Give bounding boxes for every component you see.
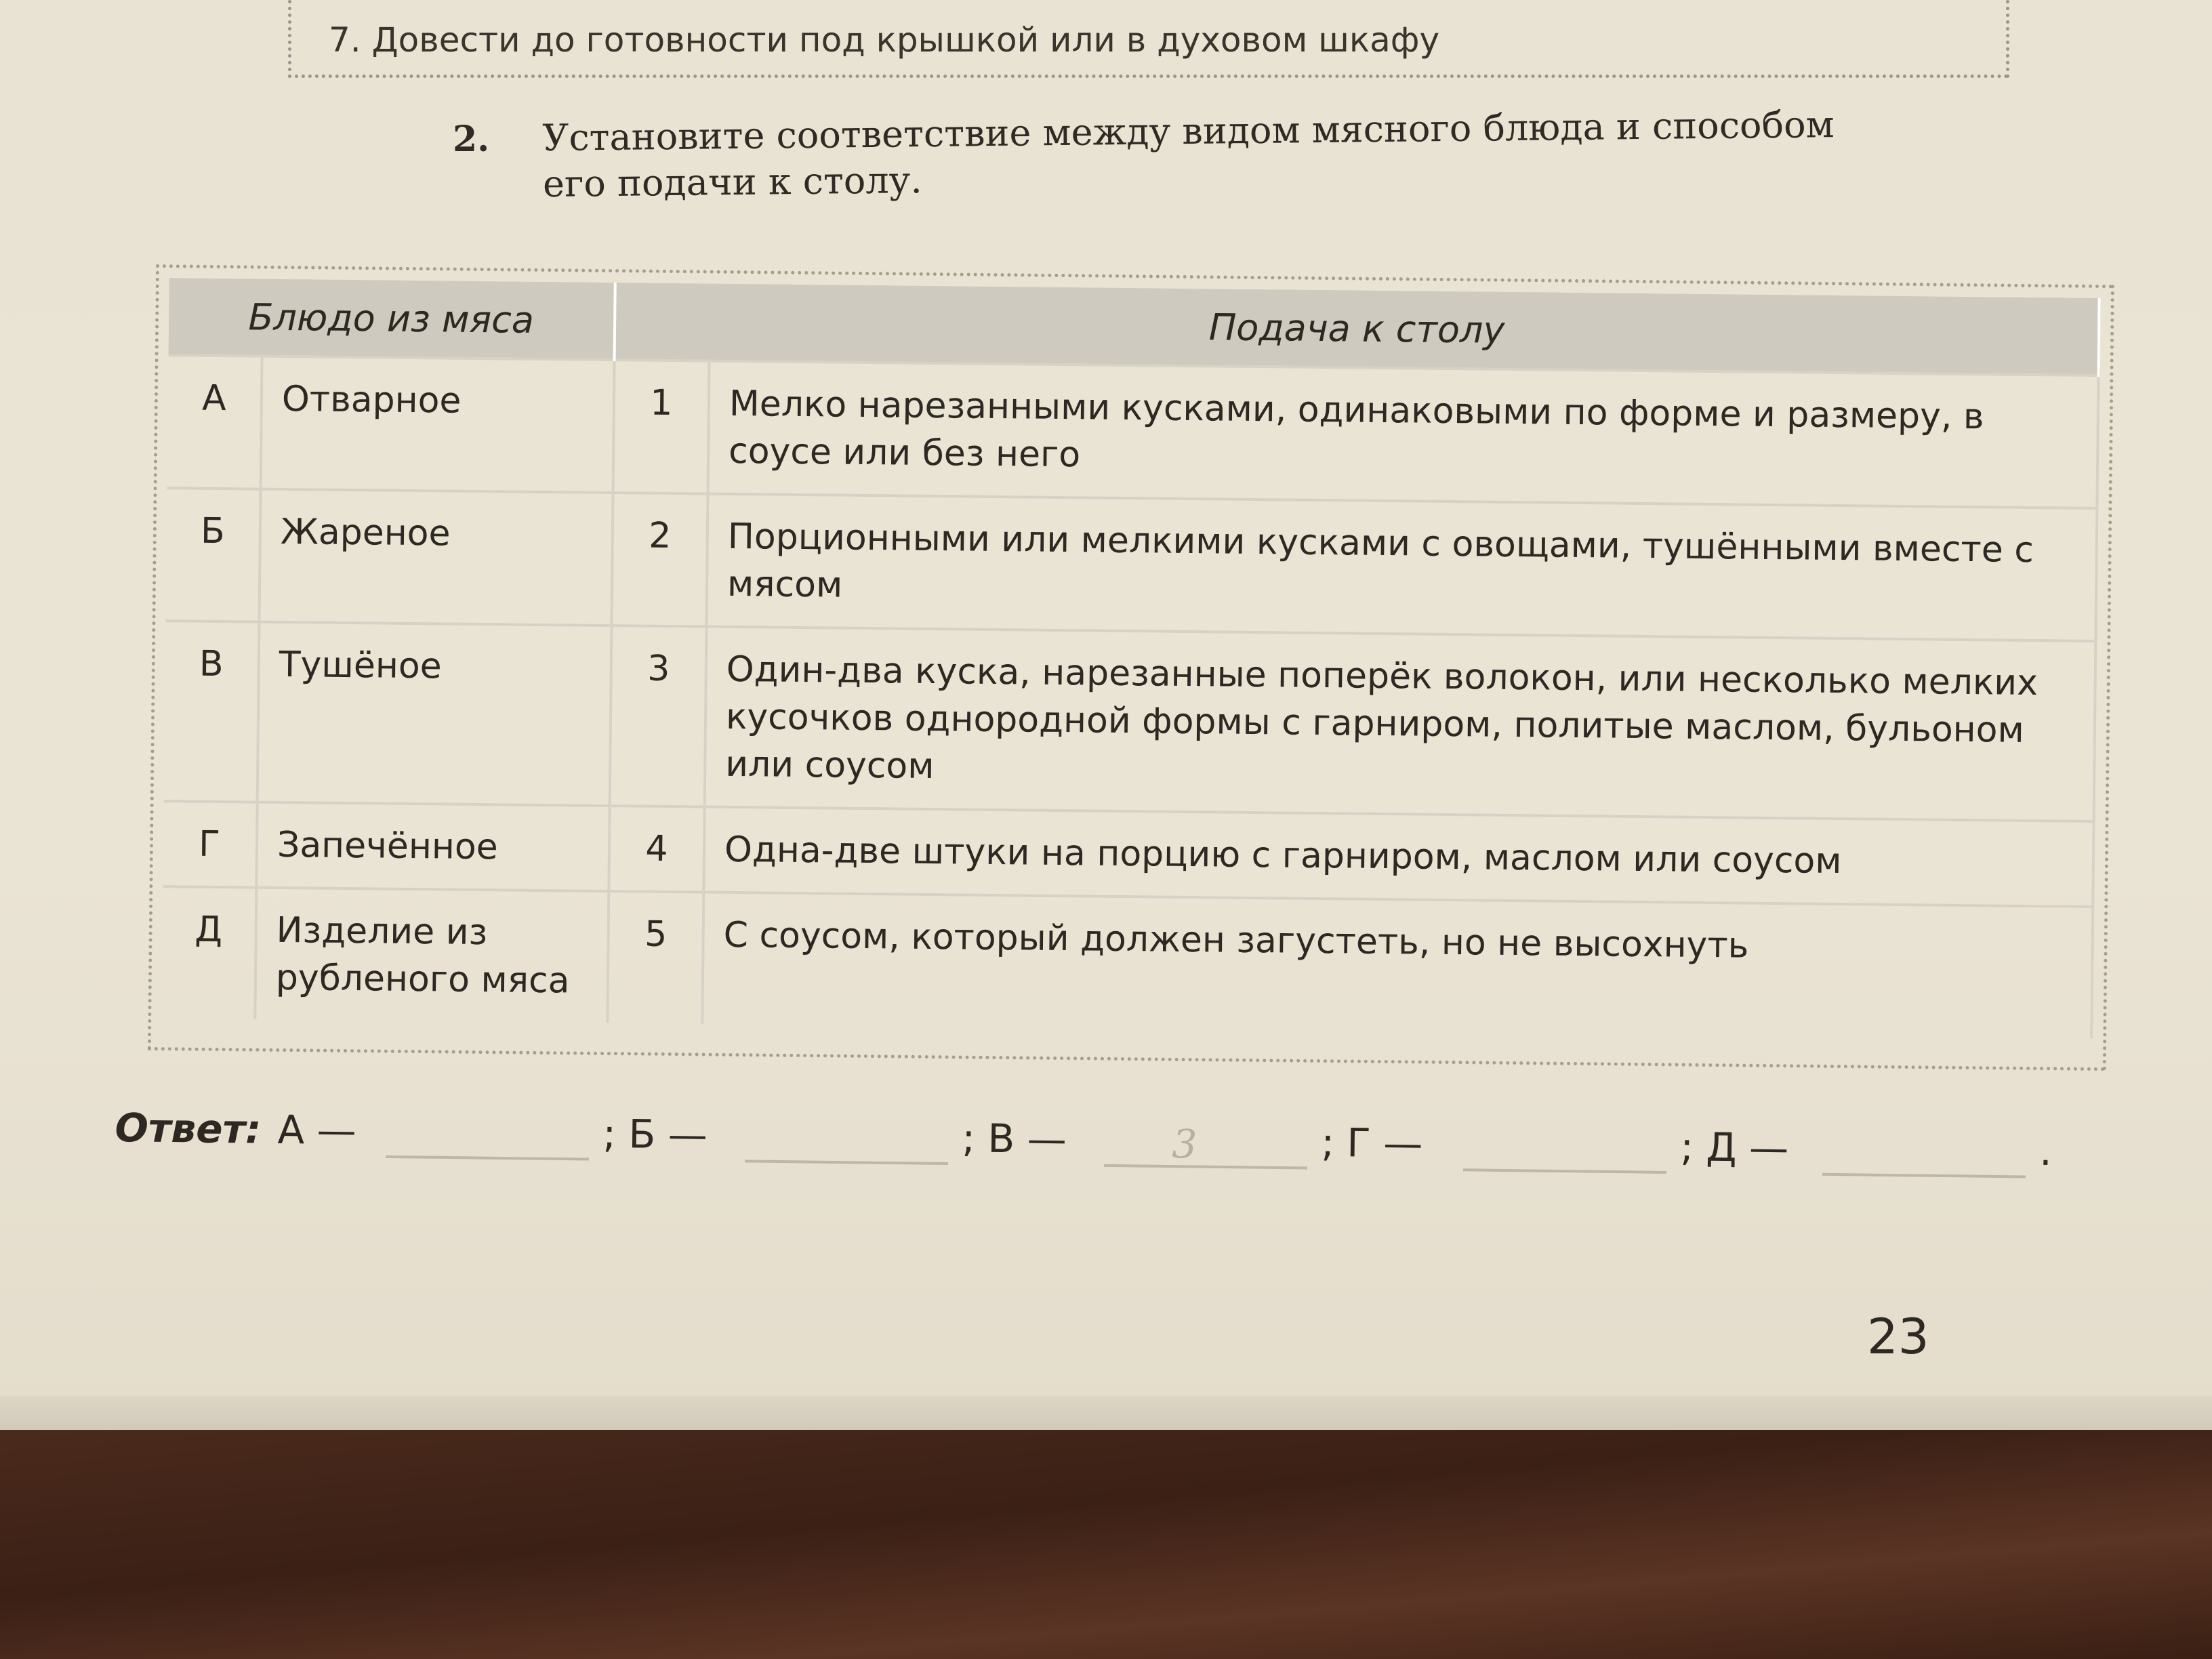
row-number: 1 [613,360,710,493]
task-line-1: Установите соответствие между видом мясного блюда и способом [542,103,1835,159]
row-dish: Изделие из рубленого мяса [255,888,609,1023]
task-number: 2. [453,119,490,160]
answer-d-blank[interactable] [1822,1173,2026,1179]
row-dish: Отварное [261,356,615,493]
answer-v-label: ; В — [962,1115,1067,1163]
answer-g-label: ; Г — [1321,1119,1423,1167]
row-dish: Запечённое [256,802,609,891]
row-letter: В [164,621,260,802]
answer-b-blank[interactable] [745,1160,948,1165]
matching-table-wrap [148,264,2114,1071]
row-dish: Тушёное [258,622,612,806]
answer-v-handwriting: 3 [1171,1121,1197,1168]
row-description: Мелко нарезанными кусками, одинаковыми по форме и размеру, в соусе или без него [708,361,2098,508]
row-description: Порционными или мелкими кусками с овощами, тушёнными вместе с мясом [706,494,2097,641]
row-number: 4 [609,806,704,892]
answer-b-label: ; Б — [602,1110,708,1158]
table-row [164,621,2096,821]
previous-step-text: 7. Довести до готовности под крышкой или в духовом шкафу [329,20,1440,60]
row-letter: Д [161,886,256,1019]
row-letter: Г [163,801,257,887]
row-letter: Б [165,488,260,621]
row-description: С соусом, который должен загустеть, но не высохнуть [702,893,2093,1038]
answer-g-blank[interactable] [1463,1168,1666,1174]
wooden-table-background [0,1430,2212,1659]
row-description: Одна-две штуки на порцию с гарниром, маслом или соусом [703,807,2093,907]
answer-a-label: А — [277,1106,357,1154]
answer-line [115,1105,2135,1204]
answer-a-blank[interactable] [386,1155,589,1161]
table-row [165,488,2097,641]
answer-label: Ответ: [115,1105,262,1153]
row-description: Один-два куска, нарезанные поперёк волокон, или несколько мелких кусочков однородной формы с гарниром, политые маслом, бульоном или соусом [705,627,2096,821]
answer-d-label: ; Д — [1679,1124,1789,1172]
matching-table [161,278,2100,1038]
answer-end: . [2039,1128,2053,1174]
row-number: 5 [607,891,703,1023]
table-row [161,886,2093,1038]
answer-v-blank[interactable] [1104,1164,1307,1170]
task-line-2: его подачи к столу. [542,159,922,205]
table-row [167,355,2099,508]
task-instruction [542,100,2047,207]
row-dish: Жареное [259,489,613,626]
row-number: 2 [611,493,708,626]
page-number: 23 [1867,1308,1929,1365]
row-letter: А [167,355,262,489]
row-number: 3 [610,626,707,806]
header-serving: Подача к столу [615,283,2100,375]
header-dish: Блюдо из мяса [169,278,615,360]
